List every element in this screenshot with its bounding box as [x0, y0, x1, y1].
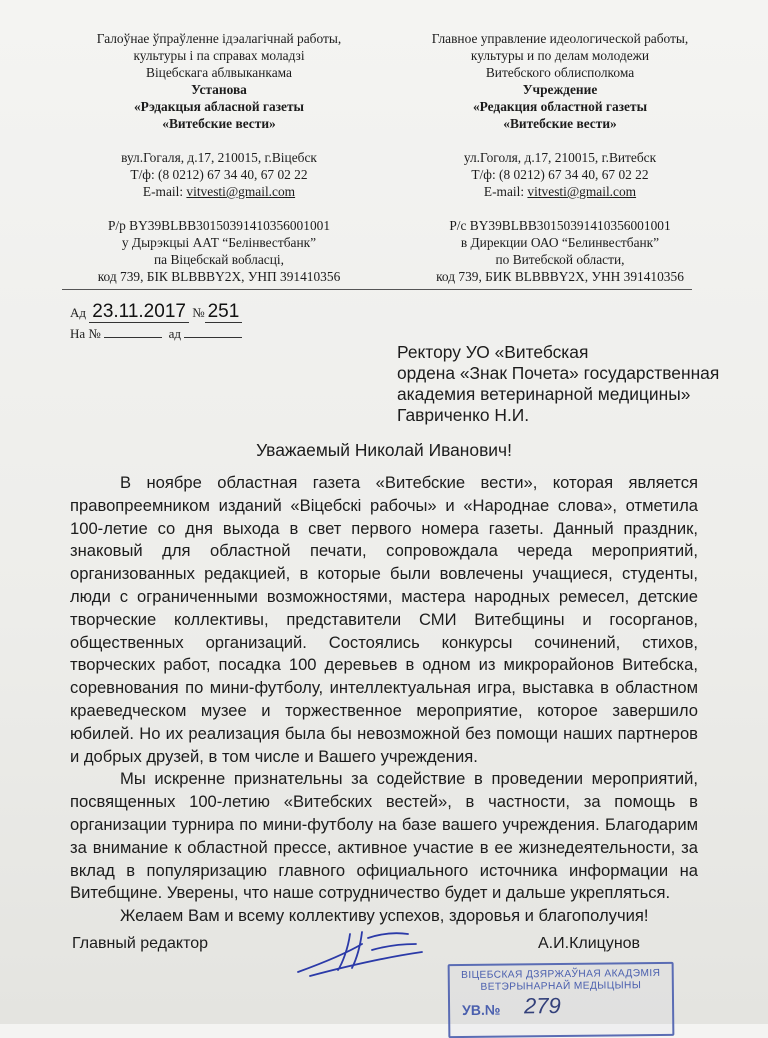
- handwritten-signature: [290, 924, 430, 984]
- stamp-line: ВІЦЕБСКАЯ ДЗЯРЖАЎНАЯ АКАДЭМІЯ: [461, 967, 661, 982]
- email-link[interactable]: vitvesti@gmail.com: [527, 184, 637, 199]
- bank-line: Р/с BY39BLBB30150391410356001001: [449, 218, 671, 233]
- org-address: вул.Гогаля, д.17, 210015, г.Віцебск: [121, 150, 317, 165]
- signatory-name: А.И.Клицунов: [538, 935, 641, 952]
- body-paragraph: Желаем Вам и всему коллективу успехов, здоровья и благополучия!: [120, 906, 649, 926]
- org-line: культуры и по делам молодежи: [470, 48, 650, 63]
- addressee-line: ордена «Знак Почета» государственная: [397, 363, 720, 383]
- signatory-title: Главный редактор: [72, 935, 209, 952]
- from-label: ад: [168, 326, 181, 341]
- addressee-line: академия ветеринарной медицины»: [397, 384, 691, 404]
- org-name: «Редакция областной газеты: [472, 99, 648, 114]
- outgoing-date: 23.11.2017: [89, 301, 189, 323]
- org-name: «Витебские вести»: [503, 116, 617, 131]
- stamp-line: ВЕТЭРЫНАРНАЙ МЕДЫЦЫНЫ: [480, 980, 642, 993]
- email-label: E-mail:: [142, 184, 187, 199]
- letter-body: [70, 472, 698, 928]
- org-line: Главное управление идеологической работы,: [431, 31, 689, 46]
- org-email-line: [54, 183, 384, 200]
- stamp-number-label: УВ.№: [462, 1001, 501, 1019]
- email-link[interactable]: vitvesti@gmail.com: [186, 184, 296, 199]
- on-number-blank: [104, 325, 162, 338]
- addressee-line: Гавриченко Н.И.: [397, 405, 530, 425]
- org-line: Галоўнае ўпраўленне ідэалагічнай работы,: [96, 31, 342, 46]
- bank-line: код 739, БІК BLBBBY2X, УНП 391410356: [97, 269, 341, 284]
- bank-line: Р/р BY39BLBB30150391410356001001: [107, 218, 331, 233]
- outgoing-ref: [70, 301, 242, 323]
- outgoing-number: 251: [205, 301, 243, 323]
- org-type: Установа: [191, 82, 247, 97]
- addressee-line: Ректору УО «Витебская: [397, 342, 589, 362]
- org-line: Віцебскага аблвыканкама: [146, 65, 292, 80]
- letterhead-belarusian: [54, 30, 384, 285]
- bank-line: по Витебской области,: [495, 252, 625, 267]
- greeting: Уважаемый Николай Иванович!: [256, 440, 512, 460]
- letterhead: [0, 30, 768, 284]
- email-label: E-mail:: [483, 184, 528, 199]
- registration-stamp: [448, 962, 675, 1038]
- letterhead-russian: [395, 30, 725, 285]
- bank-line: па Віцебскай вобласці,: [154, 252, 284, 267]
- bank-line: в Дирекции ОАО “Белинвестбанк”: [460, 235, 660, 250]
- bank-line: у Дырэкцыі ААТ “Белінвестбанк”: [121, 235, 317, 250]
- body-paragraph: В ноябре областная газета «Витебские вести», которая является правопреемником изданий «Віцебскі рабочы» и «Народнае слова», отметила 100-летие со дня выхода в свет первого номера газеты. Данный праздник, знаковый для областной печати, сопровождала череда мероприятий, организованных редакцией, в которые были вовлечены учащиеся, студенты, люди с ограниченными возможностями, мастера народных ремесел, детские творческие коллективы, представители СМИ Витебщины и госорганов, общественных организаций. Состоялись конкурсы сочинений, стихов, творческих работ, посадка 100 деревьев в одном из микрорайонов Витебска, соревнования по мини-футболу, интеллектуальная игра, выставка в областном краеведческом музее и торжественное мероприятие, которое завершило юбилей. Но их реализация была бы невозможной без помощи наших партнеров и добрых друзей, в том числе и Вашего учреждения.: [70, 473, 698, 766]
- date-label: Ад: [70, 305, 87, 320]
- addressee-block: [397, 342, 719, 426]
- stamp-number: 279: [523, 993, 561, 1019]
- bank-line: код 739, БИК BLBBBY2X, УНН 391410356: [436, 269, 684, 284]
- from-date-blank: [184, 325, 242, 338]
- org-address: ул.Гоголя, д.17, 210015, г.Витебск: [463, 150, 657, 165]
- body-paragraph: Мы искренне признательны за содействие в проведении мероприятий, посвященных 100-летию «Витебских вестей», в частности, за помощь в организации турнира по мини-футболу на базе вашего учреждения. Благодарим за внимание к областной прессе, активное участие в ее жизнедеятельности, за вклад в популяризацию главного официального источника информации на Витебщине. Уверены, что наше сотрудничество будет и дальше укрепляться.: [70, 769, 698, 903]
- org-phone: Т/ф: (8 0212) 67 34 40, 67 02 22: [130, 167, 308, 182]
- org-name: «Витебские вести»: [162, 116, 276, 131]
- on-number-label: На №: [70, 326, 101, 341]
- org-line: культуры і па справах моладзі: [133, 48, 305, 63]
- org-name: «Рэдакцыя абласной газеты: [133, 99, 305, 114]
- incoming-ref: [70, 325, 242, 342]
- org-type: Учреждение: [522, 82, 598, 97]
- org-line: Витебского облисполкома: [485, 65, 635, 80]
- number-label: №: [192, 305, 205, 320]
- letterhead-divider: [62, 289, 692, 290]
- org-phone: Т/ф: (8 0212) 67 34 40, 67 02 22: [471, 167, 649, 182]
- org-email-line: [395, 183, 725, 200]
